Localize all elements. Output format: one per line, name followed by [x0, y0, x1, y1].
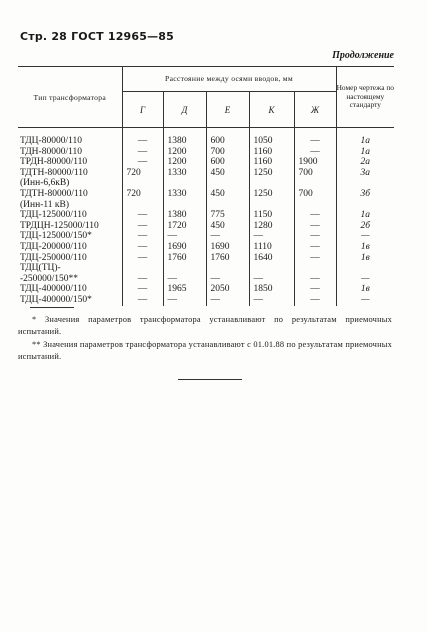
- table-row: [18, 147, 394, 158]
- type-cell: ТДТН-80000/110: [20, 188, 88, 199]
- k-cell: 1280: [249, 221, 294, 232]
- g-cell: —: [122, 157, 163, 168]
- continuation-label: Продолжение: [332, 50, 394, 61]
- d-cell: 1965: [163, 284, 206, 295]
- zh-cell: [294, 263, 336, 274]
- type-cell: ТДЦ-400000/150*: [20, 294, 92, 305]
- k-cell: 1160: [249, 147, 294, 158]
- drawing-number-cell: 3а: [336, 168, 394, 179]
- e-cell: —: [206, 231, 249, 242]
- sub-header-k: К: [249, 92, 294, 128]
- drawing-number-cell: 3б: [336, 189, 394, 200]
- table-row: [18, 189, 394, 200]
- drawing-number-cell: —: [336, 274, 394, 285]
- zh-cell: —: [294, 210, 336, 221]
- zh-cell: —: [294, 242, 336, 253]
- drawing-number-cell: [336, 263, 394, 274]
- sub-header-e: Е: [206, 92, 249, 128]
- e-cell: 775: [206, 210, 249, 221]
- d-cell: 1200: [163, 147, 206, 158]
- drawing-number-cell: 1а: [336, 128, 394, 147]
- type-cell: ТДЦ-250000/110: [20, 252, 87, 263]
- drawing-number-cell: 1а: [336, 147, 394, 158]
- table-row: [18, 168, 394, 179]
- g-cell: —: [122, 221, 163, 232]
- d-cell: [163, 200, 206, 211]
- drawing-number-cell: [336, 200, 394, 211]
- g-cell: —: [122, 147, 163, 158]
- zh-cell: 700: [294, 168, 336, 179]
- type-cell: ТДЦ-200000/110: [20, 241, 87, 252]
- g-cell: —: [122, 284, 163, 295]
- drawing-number-cell: —: [336, 295, 394, 306]
- d-cell: 1200: [163, 157, 206, 168]
- k-cell: [249, 178, 294, 189]
- table-row: [18, 242, 394, 253]
- type-cell: ТРДЦН-125000/110: [20, 220, 99, 231]
- e-cell: 600: [206, 128, 249, 147]
- type-cell: ТДЦ-80000/110: [20, 136, 82, 146]
- k-cell: 1150: [249, 210, 294, 221]
- g-cell: [122, 178, 163, 189]
- d-cell: 1380: [163, 210, 206, 221]
- zh-cell: 700: [294, 189, 336, 200]
- e-cell: 450: [206, 189, 249, 200]
- d-cell: 1330: [163, 189, 206, 200]
- drawing-number-cell: [336, 178, 394, 189]
- d-cell: [163, 178, 206, 189]
- zh-cell: —: [294, 295, 336, 306]
- page-header: Стр. 28 ГОСТ 12965—85: [20, 30, 175, 43]
- g-cell: —: [122, 274, 163, 285]
- g-cell: —: [122, 253, 163, 264]
- type-cell: ТДН-80000/110: [20, 146, 82, 157]
- table-row: [18, 128, 394, 147]
- g-cell: [122, 263, 163, 274]
- e-cell: [206, 200, 249, 211]
- zh-cell: —: [294, 253, 336, 264]
- g-cell: —: [122, 295, 163, 306]
- footnote-2: ** Значения параметров трансформатора устанавливают с 01.01.88 по результатам приемочных испытаний.: [18, 340, 392, 361]
- footnote-1: * Значения параметров трансформатора устанавливают по результатам приемочных испытаний.: [18, 315, 392, 336]
- type-cell: ТДЦ-400000/110: [20, 284, 87, 295]
- table-row: [18, 178, 394, 189]
- table-row: [18, 295, 394, 306]
- k-cell: [249, 263, 294, 274]
- d-cell: 1720: [163, 221, 206, 232]
- g-cell: 720: [122, 189, 163, 200]
- drawing-number-cell: 2а: [336, 157, 394, 168]
- table-row: [18, 263, 394, 274]
- k-cell: —: [249, 274, 294, 285]
- end-rule: [178, 379, 242, 380]
- g-cell: —: [122, 242, 163, 253]
- type-cell: (Инн-6,6кВ): [20, 178, 70, 189]
- d-cell: —: [163, 274, 206, 285]
- k-cell: 1640: [249, 253, 294, 264]
- d-cell: [163, 263, 206, 274]
- table-row: [18, 274, 394, 285]
- g-cell: —: [122, 128, 163, 147]
- table-row: [18, 221, 394, 232]
- footnote-separator: [30, 307, 74, 308]
- zh-cell: —: [294, 147, 336, 158]
- e-cell: [206, 263, 249, 274]
- drawing-number-column-header: Номер чертежа по настоящему стандарту: [336, 67, 394, 128]
- zh-cell: —: [294, 231, 336, 242]
- drawing-number-cell: 1а: [336, 210, 394, 221]
- e-cell: [206, 178, 249, 189]
- table-row: [18, 210, 394, 221]
- type-cell: -250000/150**: [20, 273, 79, 284]
- d-cell: 1330: [163, 168, 206, 179]
- k-cell: [249, 200, 294, 211]
- g-cell: [122, 200, 163, 211]
- e-cell: 600: [206, 157, 249, 168]
- g-cell: —: [122, 231, 163, 242]
- e-cell: 450: [206, 168, 249, 179]
- sub-header-g: Г: [122, 92, 163, 128]
- g-cell: —: [122, 210, 163, 221]
- sub-header-d: Д: [163, 92, 206, 128]
- e-cell: 450: [206, 221, 249, 232]
- zh-cell: —: [294, 128, 336, 147]
- type-cell: ТДТН-80000/110: [20, 167, 88, 178]
- zh-cell: 1900: [294, 157, 336, 168]
- e-cell: —: [206, 295, 249, 306]
- drawing-number-cell: 1в: [336, 242, 394, 253]
- k-cell: 1850: [249, 284, 294, 295]
- d-cell: 1760: [163, 253, 206, 264]
- type-cell: ТДЦ-125000/110: [20, 210, 87, 221]
- transformer-table: [18, 66, 394, 306]
- d-cell: —: [163, 231, 206, 242]
- table-row: [18, 200, 394, 211]
- e-cell: 700: [206, 147, 249, 158]
- type-cell: ТДЦ(ТЦ)-: [20, 263, 61, 274]
- zh-cell: —: [294, 284, 336, 295]
- e-cell: —: [206, 274, 249, 285]
- e-cell: 2050: [206, 284, 249, 295]
- drawing-number-cell: 1в: [336, 284, 394, 295]
- d-cell: 1690: [163, 242, 206, 253]
- type-cell: (Инн-11 кВ): [20, 199, 69, 210]
- sub-header-zh: Ж: [294, 92, 336, 128]
- k-cell: 1250: [249, 168, 294, 179]
- transformer-table-container: [18, 66, 394, 306]
- type-cell: ТДЦ-125000/150*: [20, 231, 92, 242]
- table-row: [18, 157, 394, 168]
- d-cell: —: [163, 295, 206, 306]
- type-column-header: Тип трансформатора: [18, 67, 122, 128]
- distance-column-header: Расстояние между осями вводов, мм: [122, 67, 336, 92]
- drawing-number-cell: —: [336, 231, 394, 242]
- zh-cell: [294, 178, 336, 189]
- table-row: [18, 284, 394, 295]
- k-cell: 1250: [249, 189, 294, 200]
- zh-cell: —: [294, 221, 336, 232]
- g-cell: 720: [122, 168, 163, 179]
- k-cell: —: [249, 231, 294, 242]
- zh-cell: [294, 200, 336, 211]
- k-cell: 1160: [249, 157, 294, 168]
- k-cell: 1050: [249, 128, 294, 147]
- k-cell: 1110: [249, 242, 294, 253]
- d-cell: 1380: [163, 128, 206, 147]
- k-cell: —: [249, 295, 294, 306]
- table-row: [18, 231, 394, 242]
- e-cell: 1760: [206, 253, 249, 264]
- e-cell: 1690: [206, 242, 249, 253]
- table-row: [18, 253, 394, 264]
- table-body: [18, 128, 394, 306]
- drawing-number-cell: 2б: [336, 221, 394, 232]
- zh-cell: —: [294, 274, 336, 285]
- type-cell: ТРДН-80000/110: [20, 157, 88, 168]
- drawing-number-cell: 1в: [336, 253, 394, 264]
